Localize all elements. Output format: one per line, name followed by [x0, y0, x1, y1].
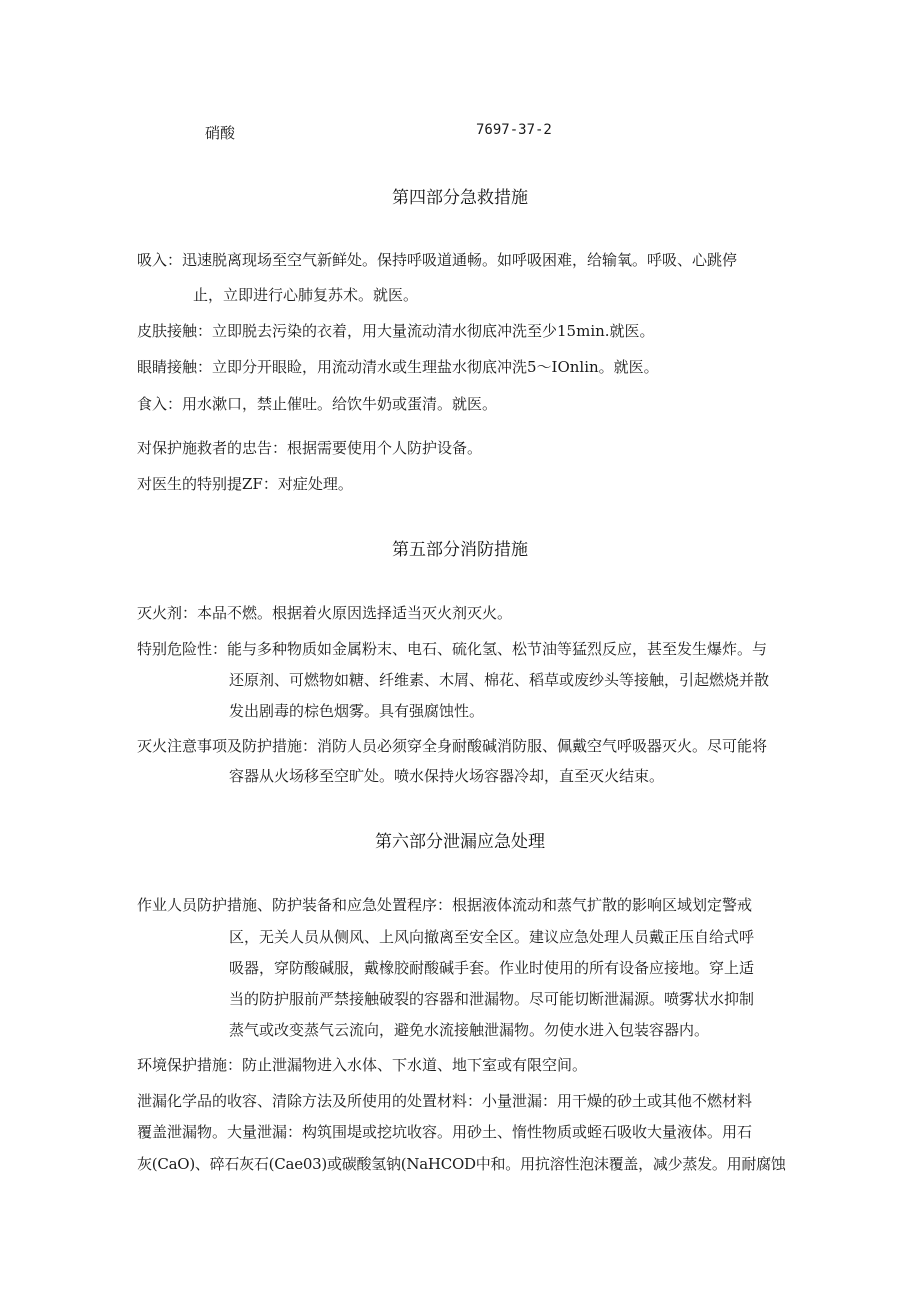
special-hazard-line-2: 还原剂、可燃物如糖、纤维素、木屑、棉花、稻草或废纱头等接触，引起燃烧并散 — [229, 671, 770, 689]
special-hazard-line-1: 特别危险性：能与多种物质如金属粉末、电石、硫化氢、松节油等猛烈反应，甚至发生爆炸。与 — [137, 640, 768, 658]
personal-protection-line-4: 当的防护服前严禁接触破裂的容器和泄漏物。尽可能切断泄漏源。喷雾状水抑制 — [229, 990, 755, 1008]
cleanup-line-1: 泄漏化学品的收容、清除方法及所使用的处置材料：小量泄漏：用干燥的砂土或其他不燃材料 — [137, 1092, 753, 1110]
ingestion: 食入：用水漱口，禁止催吐。给饮牛奶或蛋清。就医。 — [137, 395, 498, 413]
inhalation-line-2: 止，立即进行心肺复苏术。就医。 — [193, 286, 419, 304]
eye-contact: 眼睛接触：立即分开眼睑，用流动清水或生理盐水彻底冲洗5～IOnlin。就医。 — [137, 358, 659, 376]
environmental-protection: 环境保护措施：防止泄漏物进入水体、下水道、地下室或有限空间。 — [137, 1056, 588, 1074]
fire-precautions-line-1: 灭火注意事项及防护措施：消防人员必须穿全身耐酸碱消防服、佩戴空气呼吸器灭火。尽可能将 — [137, 737, 768, 755]
doctor-note: 对医生的特别提ZF：对症处理。 — [137, 475, 353, 493]
rescuer-advice: 对保护施救者的忠告：根据需要使用个人防护设备。 — [137, 439, 483, 457]
chemical-name: 硝酸 — [205, 124, 236, 142]
section5-title: 第五部分消防措施 — [392, 540, 528, 560]
personal-protection-line-5: 蒸气或改变蒸气云流向，避免水流接触泄漏物。勿使水进入包装容器内。 — [229, 1021, 710, 1039]
cleanup-line-3: 灰(CaO)、碎石灰石(Cae03)或碳酸氢钠(NaHCOD中和。用抗溶性泡沫覆盖，减少蒸发。用耐腐蚀 — [137, 1155, 786, 1173]
section6-title: 第六部分泄漏应急处理 — [375, 832, 545, 852]
inhalation-line-1: 吸入：迅速脱离现场至空气新鲜处。保持呼吸道通畅。如呼吸困难，给输氧。呼吸、心跳停 — [137, 251, 738, 269]
fire-precautions-line-2: 容器从火场移至空旷处。喷水保持火场容器冷却，直至灭火结束。 — [229, 767, 665, 785]
special-hazard-line-3: 发出剧毒的棕色烟雾。具有强腐蚀性。 — [229, 702, 485, 720]
personal-protection-line-3: 吸器，穿防酸碱服，戴橡胶耐酸碱手套。作业时使用的所有设备应接地。穿上适 — [229, 959, 755, 977]
section4-title: 第四部分急救措施 — [392, 188, 528, 208]
personal-protection-line-1: 作业人员防护措施、防护装备和应急处置程序：根据液体流动和蒸气扩散的影响区域划定警戒 — [137, 896, 753, 914]
personal-protection-line-2: 区，无关人员从侧风、上风向撤离至安全区。建议应急处理人员戴正压自给式呼 — [229, 928, 755, 946]
extinguishing-agent: 灭火剂：本品不燃。根据着火原因选择适当灭火剂灭火。 — [137, 604, 513, 622]
cleanup-line-2: 覆盖泄漏物。大量泄漏：构筑围堤或挖坑收容。用砂土、惰性物质或蛭石吸收大量液体。用石 — [137, 1123, 753, 1141]
skin-contact: 皮肤接触：立即脱去污染的衣着，用大量流动清水彻底冲洗至少15min.就医。 — [137, 322, 655, 340]
cas-number: 7697-37-2 — [476, 122, 552, 138]
